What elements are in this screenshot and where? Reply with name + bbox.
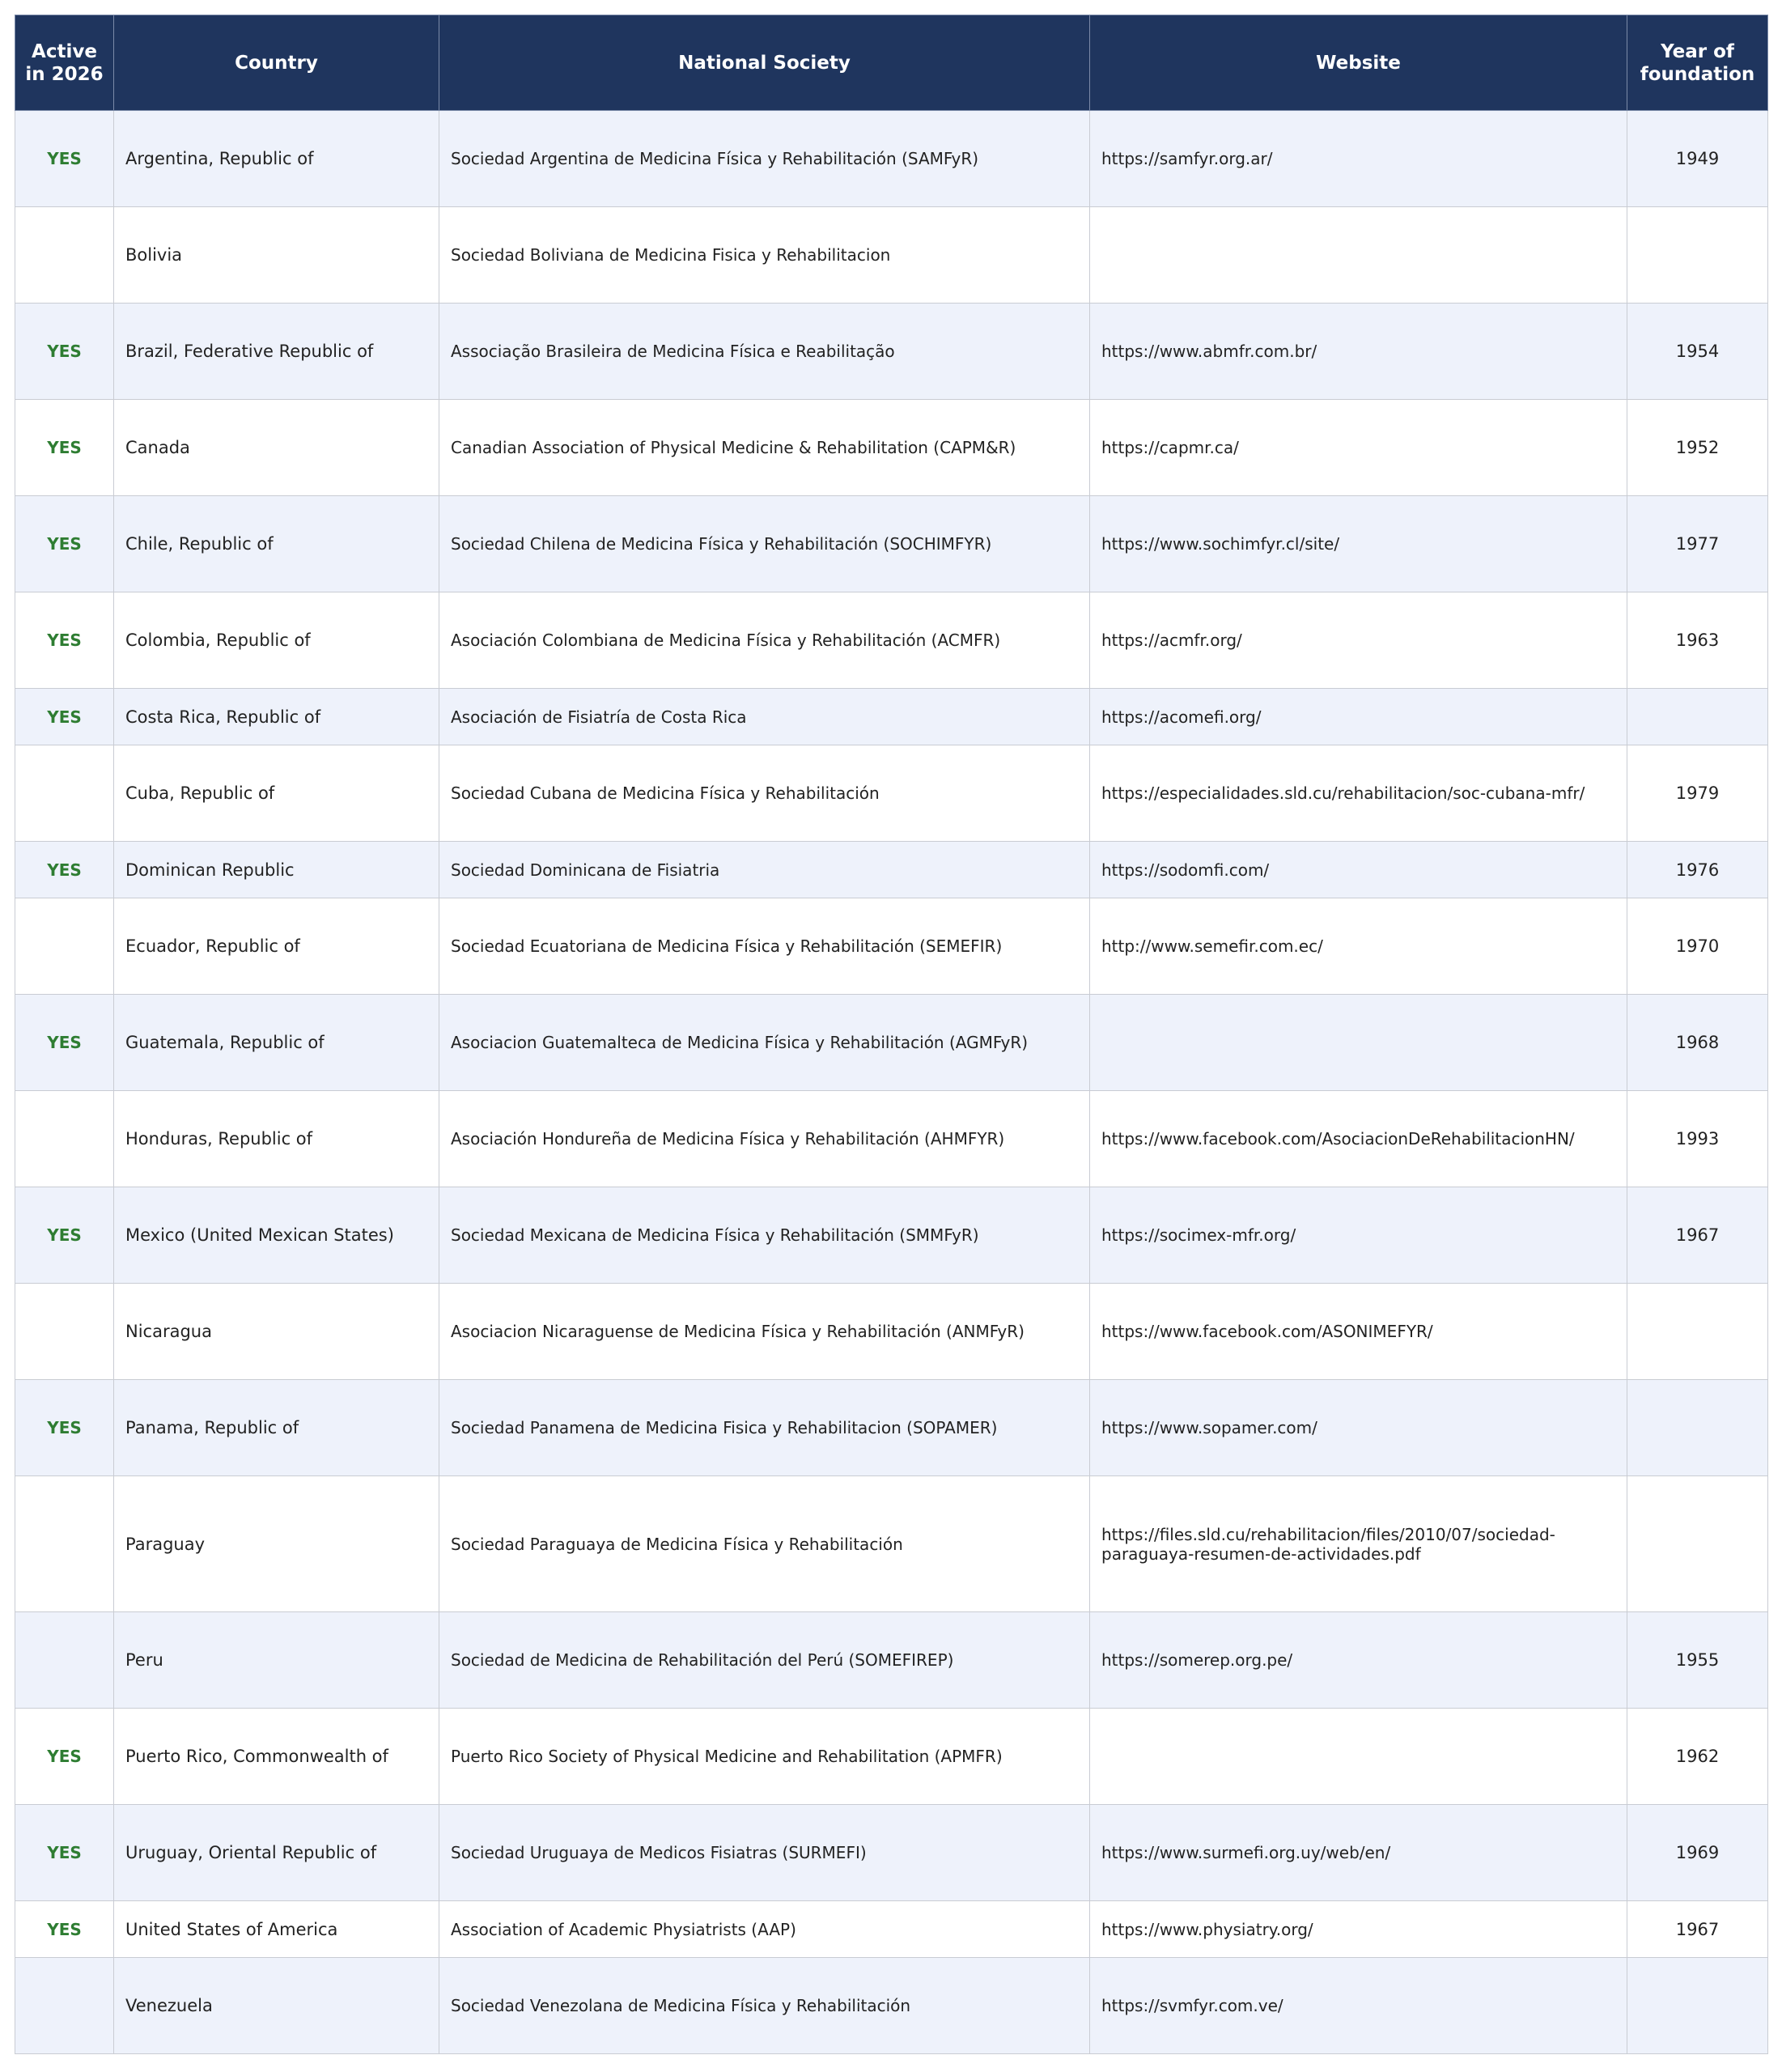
country-cell: Canada [114,400,439,496]
website-cell: https://acmfr.org/ [1090,592,1627,689]
table-row [15,1476,1768,1612]
country-cell: Colombia, Republic of [114,592,439,689]
page [15,15,1767,2054]
active-status [15,1091,114,1187]
active-status: YES [15,689,114,745]
year-cell: 1967 [1627,1187,1768,1284]
website-cell [1090,1709,1627,1805]
header-year: Year of foundation [1627,15,1768,111]
country-cell: Puerto Rico, Commonwealth of [114,1709,439,1805]
society-cell: Sociedad Uruguaya de Medicos Fisiatras (SURMEFI) [439,1805,1090,1901]
country-cell: Panama, Republic of [114,1380,439,1476]
table-row [15,111,1768,207]
table-row [15,842,1768,898]
header-country: Country [114,15,439,111]
table-row [15,689,1768,745]
header-row [15,15,1768,111]
table-row [15,1709,1768,1805]
website-cell: https://www.physiatry.org/ [1090,1901,1627,1958]
society-cell: Sociedad Dominicana de Fisiatria [439,842,1090,898]
table-row [15,1901,1768,1958]
year-cell [1627,689,1768,745]
country-cell: Dominican Republic [114,842,439,898]
country-cell: Mexico (United Mexican States) [114,1187,439,1284]
year-cell: 1968 [1627,995,1768,1091]
year-cell: 1967 [1627,1901,1768,1958]
website-cell [1090,207,1627,304]
website-cell: https://socimex-mfr.org/ [1090,1187,1627,1284]
table-row [15,1612,1768,1709]
active-status: YES [15,995,114,1091]
active-status: YES [15,1380,114,1476]
society-cell: Asociación Colombiana de Medicina Física y Rehabilitación (ACMFR) [439,592,1090,689]
year-cell: 1963 [1627,592,1768,689]
active-status: YES [15,1709,114,1805]
society-cell: Sociedad Paraguaya de Medicina Física y Rehabilitación [439,1476,1090,1612]
country-cell: Guatemala, Republic of [114,995,439,1091]
society-cell: Sociedad Mexicana de Medicina Física y Rehabilitación (SMMFyR) [439,1187,1090,1284]
country-cell: Cuba, Republic of [114,745,439,842]
table-row [15,898,1768,995]
website-cell: https://www.sochimfyr.cl/site/ [1090,496,1627,592]
table-row [15,1187,1768,1284]
website-cell: https://somerep.org.pe/ [1090,1612,1627,1709]
active-status: YES [15,304,114,400]
year-cell: 1962 [1627,1709,1768,1805]
website-cell: http://www.semefir.com.ec/ [1090,898,1627,995]
year-cell [1627,1284,1768,1380]
website-cell: https://www.facebook.com/AsociacionDeRehabilitacionHN/ [1090,1091,1627,1187]
country-cell: Chile, Republic of [114,496,439,592]
society-cell: Sociedad Venezolana de Medicina Física y Rehabilitación [439,1958,1090,2054]
year-cell [1627,1476,1768,1612]
header-society: National Society [439,15,1090,111]
year-cell: 1954 [1627,304,1768,400]
active-status [15,1476,114,1612]
website-cell: https://acomefi.org/ [1090,689,1627,745]
society-cell: Sociedad Chilena de Medicina Física y Rehabilitación (SOCHIMFYR) [439,496,1090,592]
year-cell [1627,1958,1768,2054]
year-cell: 1969 [1627,1805,1768,1901]
societies-table [15,15,1768,2054]
society-cell: Canadian Association of Physical Medicine & Rehabilitation (CAPM&R) [439,400,1090,496]
society-cell: Sociedad Boliviana de Medicina Fisica y Rehabilitacion [439,207,1090,304]
active-status: YES [15,842,114,898]
country-cell: Costa Rica, Republic of [114,689,439,745]
website-cell: https://www.surmefi.org.uy/web/en/ [1090,1805,1627,1901]
society-cell: Sociedad Cubana de Medicina Física y Rehabilitación [439,745,1090,842]
society-cell: Sociedad Panamena de Medicina Fisica y Rehabilitacion (SOPAMER) [439,1380,1090,1476]
website-cell: https://capmr.ca/ [1090,400,1627,496]
table-row [15,304,1768,400]
active-status [15,207,114,304]
year-cell [1627,1380,1768,1476]
active-status [15,1958,114,2054]
society-cell: Asociacion Nicaraguense de Medicina Física y Rehabilitación (ANMFyR) [439,1284,1090,1380]
society-cell: Sociedad Ecuatoriana de Medicina Física y Rehabilitación (SEMEFIR) [439,898,1090,995]
table-row [15,400,1768,496]
society-cell: Asociación de Fisiatría de Costa Rica [439,689,1090,745]
table-row [15,1284,1768,1380]
year-cell: 1979 [1627,745,1768,842]
table-row [15,207,1768,304]
society-cell: Association of Academic Physiatrists (AAP) [439,1901,1090,1958]
active-status [15,898,114,995]
year-cell: 1976 [1627,842,1768,898]
table-row [15,1091,1768,1187]
active-status: YES [15,111,114,207]
society-cell: Asociación Hondureña de Medicina Física y Rehabilitación (AHMFYR) [439,1091,1090,1187]
website-cell: https://especialidades.sld.cu/rehabilitacion/soc-cubana-mfr/ [1090,745,1627,842]
website-cell: https://files.sld.cu/rehabilitacion/files/2010/07/sociedad-paraguaya-resumen-de-actividades.pdf [1090,1476,1627,1612]
country-cell: Venezuela [114,1958,439,2054]
country-cell: Uruguay, Oriental Republic of [114,1805,439,1901]
society-cell: Puerto Rico Society of Physical Medicine and Rehabilitation (APMFR) [439,1709,1090,1805]
country-cell: United States of America [114,1901,439,1958]
website-cell: https://www.abmfr.com.br/ [1090,304,1627,400]
country-cell: Ecuador, Republic of [114,898,439,995]
society-cell: Associação Brasileira de Medicina Física e Reabilitação [439,304,1090,400]
active-status: YES [15,1187,114,1284]
active-status [15,745,114,842]
table-row [15,1958,1768,2054]
active-status: YES [15,496,114,592]
website-cell: https://www.facebook.com/ASONIMEFYR/ [1090,1284,1627,1380]
year-cell: 1955 [1627,1612,1768,1709]
table-row [15,592,1768,689]
table-row [15,496,1768,592]
year-cell [1627,207,1768,304]
website-cell: https://svmfyr.com.ve/ [1090,1958,1627,2054]
active-status: YES [15,1805,114,1901]
active-status [15,1612,114,1709]
country-cell: Brazil, Federative Republic of [114,304,439,400]
website-cell: https://samfyr.org.ar/ [1090,111,1627,207]
header-website: Website [1090,15,1627,111]
society-cell: Sociedad Argentina de Medicina Física y Rehabilitación (SAMFyR) [439,111,1090,207]
year-cell: 1970 [1627,898,1768,995]
society-cell: Asociacion Guatemalteca de Medicina Física y Rehabilitación (AGMFyR) [439,995,1090,1091]
country-cell: Honduras, Republic of [114,1091,439,1187]
active-status [15,1284,114,1380]
table-row [15,1380,1768,1476]
header-active: Active in 2026 [15,15,114,111]
year-cell: 1949 [1627,111,1768,207]
website-cell [1090,995,1627,1091]
active-status: YES [15,1901,114,1958]
country-cell: Peru [114,1612,439,1709]
country-cell: Bolivia [114,207,439,304]
active-status: YES [15,592,114,689]
year-cell: 1977 [1627,496,1768,592]
table-row [15,1805,1768,1901]
society-cell: Sociedad de Medicina de Rehabilitación del Perú (SOMEFIREP) [439,1612,1090,1709]
year-cell: 1952 [1627,400,1768,496]
website-cell: https://www.sopamer.com/ [1090,1380,1627,1476]
year-cell: 1993 [1627,1091,1768,1187]
country-cell: Argentina, Republic of [114,111,439,207]
country-cell: Paraguay [114,1476,439,1612]
country-cell: Nicaragua [114,1284,439,1380]
table-body [15,111,1768,2054]
active-status: YES [15,400,114,496]
table-row [15,745,1768,842]
table-row [15,995,1768,1091]
website-cell: https://sodomfi.com/ [1090,842,1627,898]
